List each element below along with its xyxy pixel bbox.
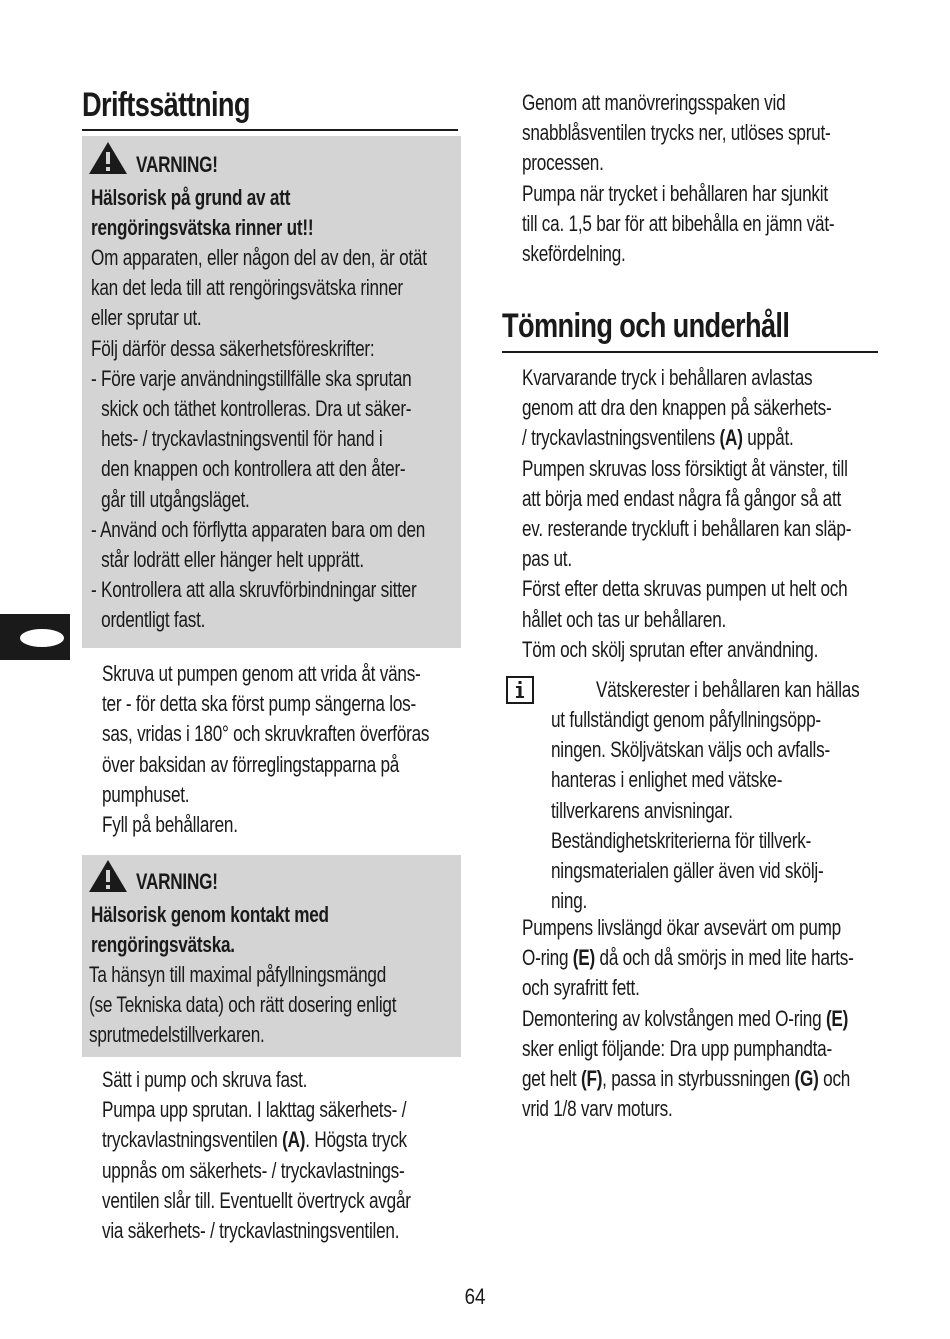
- tab-oval: [20, 629, 64, 647]
- warning-label: VARNING!: [136, 869, 218, 894]
- warning-title: Hälsorisk på grund av att rengöringsvätska rinner ut!!: [91, 185, 314, 241]
- warning-body: Ta hänsyn till maximal påfyllningsmängd (se Tekniska data) och rätt dosering enligt sprutmedelstillverkaren.: [89, 962, 397, 1048]
- warning-label: VARNING!: [136, 152, 218, 177]
- warning-title: Hälsorisk genom kontakt med rengöringsvätska.: [91, 902, 329, 958]
- instruction-paragraph: Sätt i pump och skruva fast. Pumpa upp sprutan. I lakttag säkerhets- / tryckavlastningsventilen (A). Högsta tryck uppnås om säkerhets- / tryckavlastnings- ventilen slår till. Eventuellt övertryck avgår via säkerhets- / tryckavlastningsventilen.: [102, 1067, 411, 1244]
- intro-paragraph: Genom att manövreringsspaken vid snabblåsventilen trycks ner, utlöses sprut- processen. Pumpa när trycket i behållaren har sjunkit till ca. 1,5 bar för att bibehålla en jämn vät- skefördelning.: [522, 90, 835, 267]
- warning-triangle-icon: [88, 859, 128, 893]
- maintenance-paragraph: Pumpens livslängd ökar avsevärt om pump O-ring (E) då och då smörjs in med lite harts- och syrafritt fett. Demontering av kolvstången med O-ring (E) sker enligt följande: Dra upp pumphandta- get helt (F), passa in styrbussningen (G) och vrid 1/8 varv moturs.: [522, 915, 854, 1122]
- info-icon: [506, 676, 534, 704]
- section-heading-driftssattning: Driftssättning: [82, 86, 250, 124]
- page-number: 64: [464, 1284, 486, 1309]
- info-note: ut fullständigt genom påfyllningsöpp- ningen. Sköljvätskan väljs och avfalls- hanteras i enlighet med vätske- tillverkarens anvisningar. Beständighetskriterierna för tillverk- ningsmaterialen gäller även vid skölj- ning.: [551, 707, 830, 914]
- instruction-paragraph: Skruva ut pumpen genom att vrida åt väns- ter - för detta ska först pump sängerna los- sas, vridas i 180° och skruvkraften överföras över baksidan av förreglingstapparna på pumphuset. Fyll på behållaren.: [102, 661, 430, 838]
- info-first-line: Vätskerester i behållaren kan hällas: [596, 677, 860, 702]
- language-tab-marker: [0, 614, 70, 660]
- heading-rule: [82, 129, 458, 131]
- heading-rule: [502, 351, 878, 353]
- warning-body: Om apparaten, eller någon del av den, är otät kan det leda till att rengöringsvätska rinner eller sprutar ut. Följ därför dessa säkerhetsföreskrifter: - Före varje användningstillfälle ska sprutan skick och täthet kontrolleras. Dra ut säker- hets- / tryckavlastningsventil för hand i den knappen och kontrollera att den åter- går till utgångsläget. - Använd och förflytta apparaten bara om den står lodrätt eller hänger helt upprätt. - Kontrollera att alla skruvförbindningar sitter ordentligt fast.: [91, 245, 427, 633]
- warning-triangle-icon: [88, 141, 128, 175]
- maintenance-paragraph: Kvarvarande tryck i behållaren avlastas genom att dra den knappen på säkerhets- / tryckavlastningsventilens (A) uppåt. Pumpen skruvas loss försiktigt åt vänster, till att börja med endast några få gångor så att ev. resterande tryckluft i behållaren kan släp- pas ut. Först efter detta skruvas pumpen ut helt och hållet och tas ur behållaren. Töm och skölj sprutan efter användning.: [522, 365, 852, 662]
- section-heading-tomning: Tömning och underhåll: [502, 307, 790, 345]
